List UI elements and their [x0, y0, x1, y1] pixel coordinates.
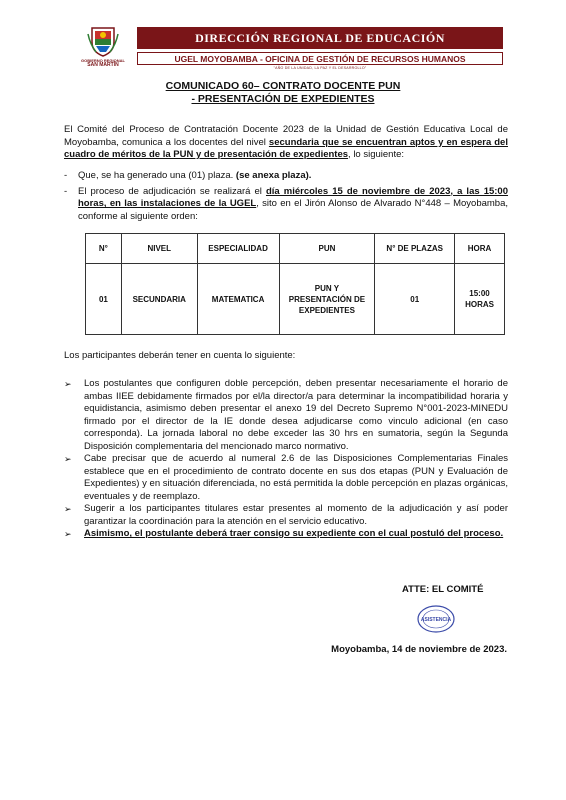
- arrow-bullet-icon: ➢: [64, 504, 72, 514]
- intro-text-2: , lo siguiente:: [348, 149, 405, 160]
- cell-level: SECUNDARIA: [121, 264, 197, 335]
- item-text-tail: , sito en el Jirón Alonso de Alvarado N°448 – Moyobamba, conforme al siguiente orden:: [78, 198, 508, 222]
- regional-government-logo: [78, 24, 128, 68]
- table-header-row: [86, 234, 505, 264]
- intro-bold-text: secundaria que se encuentran aptos y en espera del cuadro de méritos de la PUN y de presentación de expedientes: [64, 136, 508, 160]
- list-item: [64, 503, 508, 528]
- announcement-list: [64, 170, 508, 226]
- item-text-emphasis: Asimismo, el postulante deberá traer consigo su expediente con el cual postuló del proceso.: [84, 528, 504, 539]
- list-item: [64, 378, 508, 453]
- coat-of-arms-icon: [86, 24, 120, 58]
- document-title: [0, 80, 566, 106]
- title-line-1: COMUNICADO 60– CONTRATO DOCENTE PUN: [165, 80, 401, 92]
- arrow-bullet-icon: ➢: [64, 379, 72, 389]
- list-item: [64, 170, 508, 183]
- col-header-level: NIVEL: [121, 234, 197, 264]
- banner-title: DIRECCIÓN REGIONAL DE EDUCACIÓN: [137, 27, 503, 49]
- schedule-table: [85, 233, 505, 335]
- item-text: El proceso de adjudicación se realizará el: [78, 185, 266, 197]
- arrow-bullet-icon: ➢: [64, 529, 72, 539]
- item-text: Los postulantes que configuren doble percepción, deben presentar necesariamente el horario de ambas IIEE debidamente firmados por el/la director/a para determinar la incompatibilidad horaria y equidistancia, asimismo deben presentar el anexo 19 del Decreto Supremo N°001-2023-MINEDU firmado por el director de la IE donde desea adjudicarse como vinculo adicional (en caso corresponda). La jornada laboral no debe exceder las 30 hrs en sumatoria, según la Segunda Disposición complementaria del mencionado marco normativo.: [84, 378, 508, 452]
- list-item: [64, 453, 508, 503]
- logo-caption-line1: GOBIERNO REGIONAL: [80, 58, 125, 63]
- dash-bullet: -: [64, 185, 68, 197]
- participants-intro: Los participantes deberán tener en cuenta lo siguiente:: [64, 350, 296, 361]
- item-bold-text: (se anexa plaza).: [235, 170, 312, 181]
- list-item: [64, 528, 508, 541]
- item-text: Que, se ha generado una (01) plaza.: [78, 170, 236, 181]
- col-header-number: N°: [86, 234, 122, 264]
- signature-attention: ATTE: EL COMITÉ: [402, 584, 484, 595]
- official-stamp: [416, 604, 456, 639]
- col-header-positions: N° DE PLAZAS: [375, 234, 455, 264]
- logo-caption-line2: SAN MARTÍN: [87, 62, 119, 68]
- cell-specialty: MATEMATICA: [197, 264, 279, 335]
- item-text: Cabe precisar que de acuerdo al numeral 2.6 de las Disposiciones Complementarias Finales establece que en el procedimiento de contrato docente en sus dos etapas (PUN y Evaluación de Expedientes) y en situación diferenciada, no está permitida la doble percepción en plazas orgánicas, eventuales y de reemplazo.: [84, 453, 508, 502]
- stamp-text: ASISTENCIA: [420, 617, 452, 623]
- item-bold-text: día miércoles 15 de noviembre de 2023, a las 15:00 horas, en las instalaciones de la UGEL: [78, 185, 509, 209]
- dash-bullet: -: [64, 170, 68, 181]
- participant-requirements-list: [64, 378, 508, 541]
- col-header-time: HORA: [455, 234, 505, 264]
- banner-tagline: "AÑO DE LA UNIDAD, LA PAZ Y EL DESARROLLO": [273, 66, 367, 70]
- cell-time: 15:00 HORAS: [455, 264, 505, 335]
- col-header-specialty: ESPECIALIDAD: [197, 234, 279, 264]
- col-header-pun: PUN: [279, 234, 375, 264]
- list-item: [64, 186, 508, 224]
- stamp-icon: [416, 604, 456, 634]
- table-row: [86, 264, 505, 335]
- arrow-bullet-icon: ➢: [64, 454, 72, 464]
- intro-text-1: El Comité del Proceso de Contratación Docente 2023 de la Unidad de Gestión Educativa Local de Moyobamba, comunica a los docentes del nivel: [64, 124, 508, 148]
- cell-number: 01: [86, 264, 122, 335]
- banner-subtitle: UGEL MOYOBAMBA - OFICINA DE GESTIÓN DE RECURSOS HUMANOS: [137, 52, 503, 65]
- document-date: Moyobamba, 14 de noviembre de 2023.: [331, 644, 507, 655]
- cell-pun: PUN Y PRESENTACIÓN DE EXPEDIENTES: [279, 264, 375, 335]
- title-line-2: - PRESENTACIÓN DE EXPEDIENTES: [191, 93, 375, 105]
- header-banner: [137, 27, 503, 70]
- cell-positions: 01: [375, 264, 455, 335]
- item-text: Sugerir a los participantes titulares estar presentes al momento de la adjudicación y así poder garantizar la coordinación para la atención en el servicio educativo.: [84, 503, 508, 527]
- intro-paragraph: [64, 124, 508, 162]
